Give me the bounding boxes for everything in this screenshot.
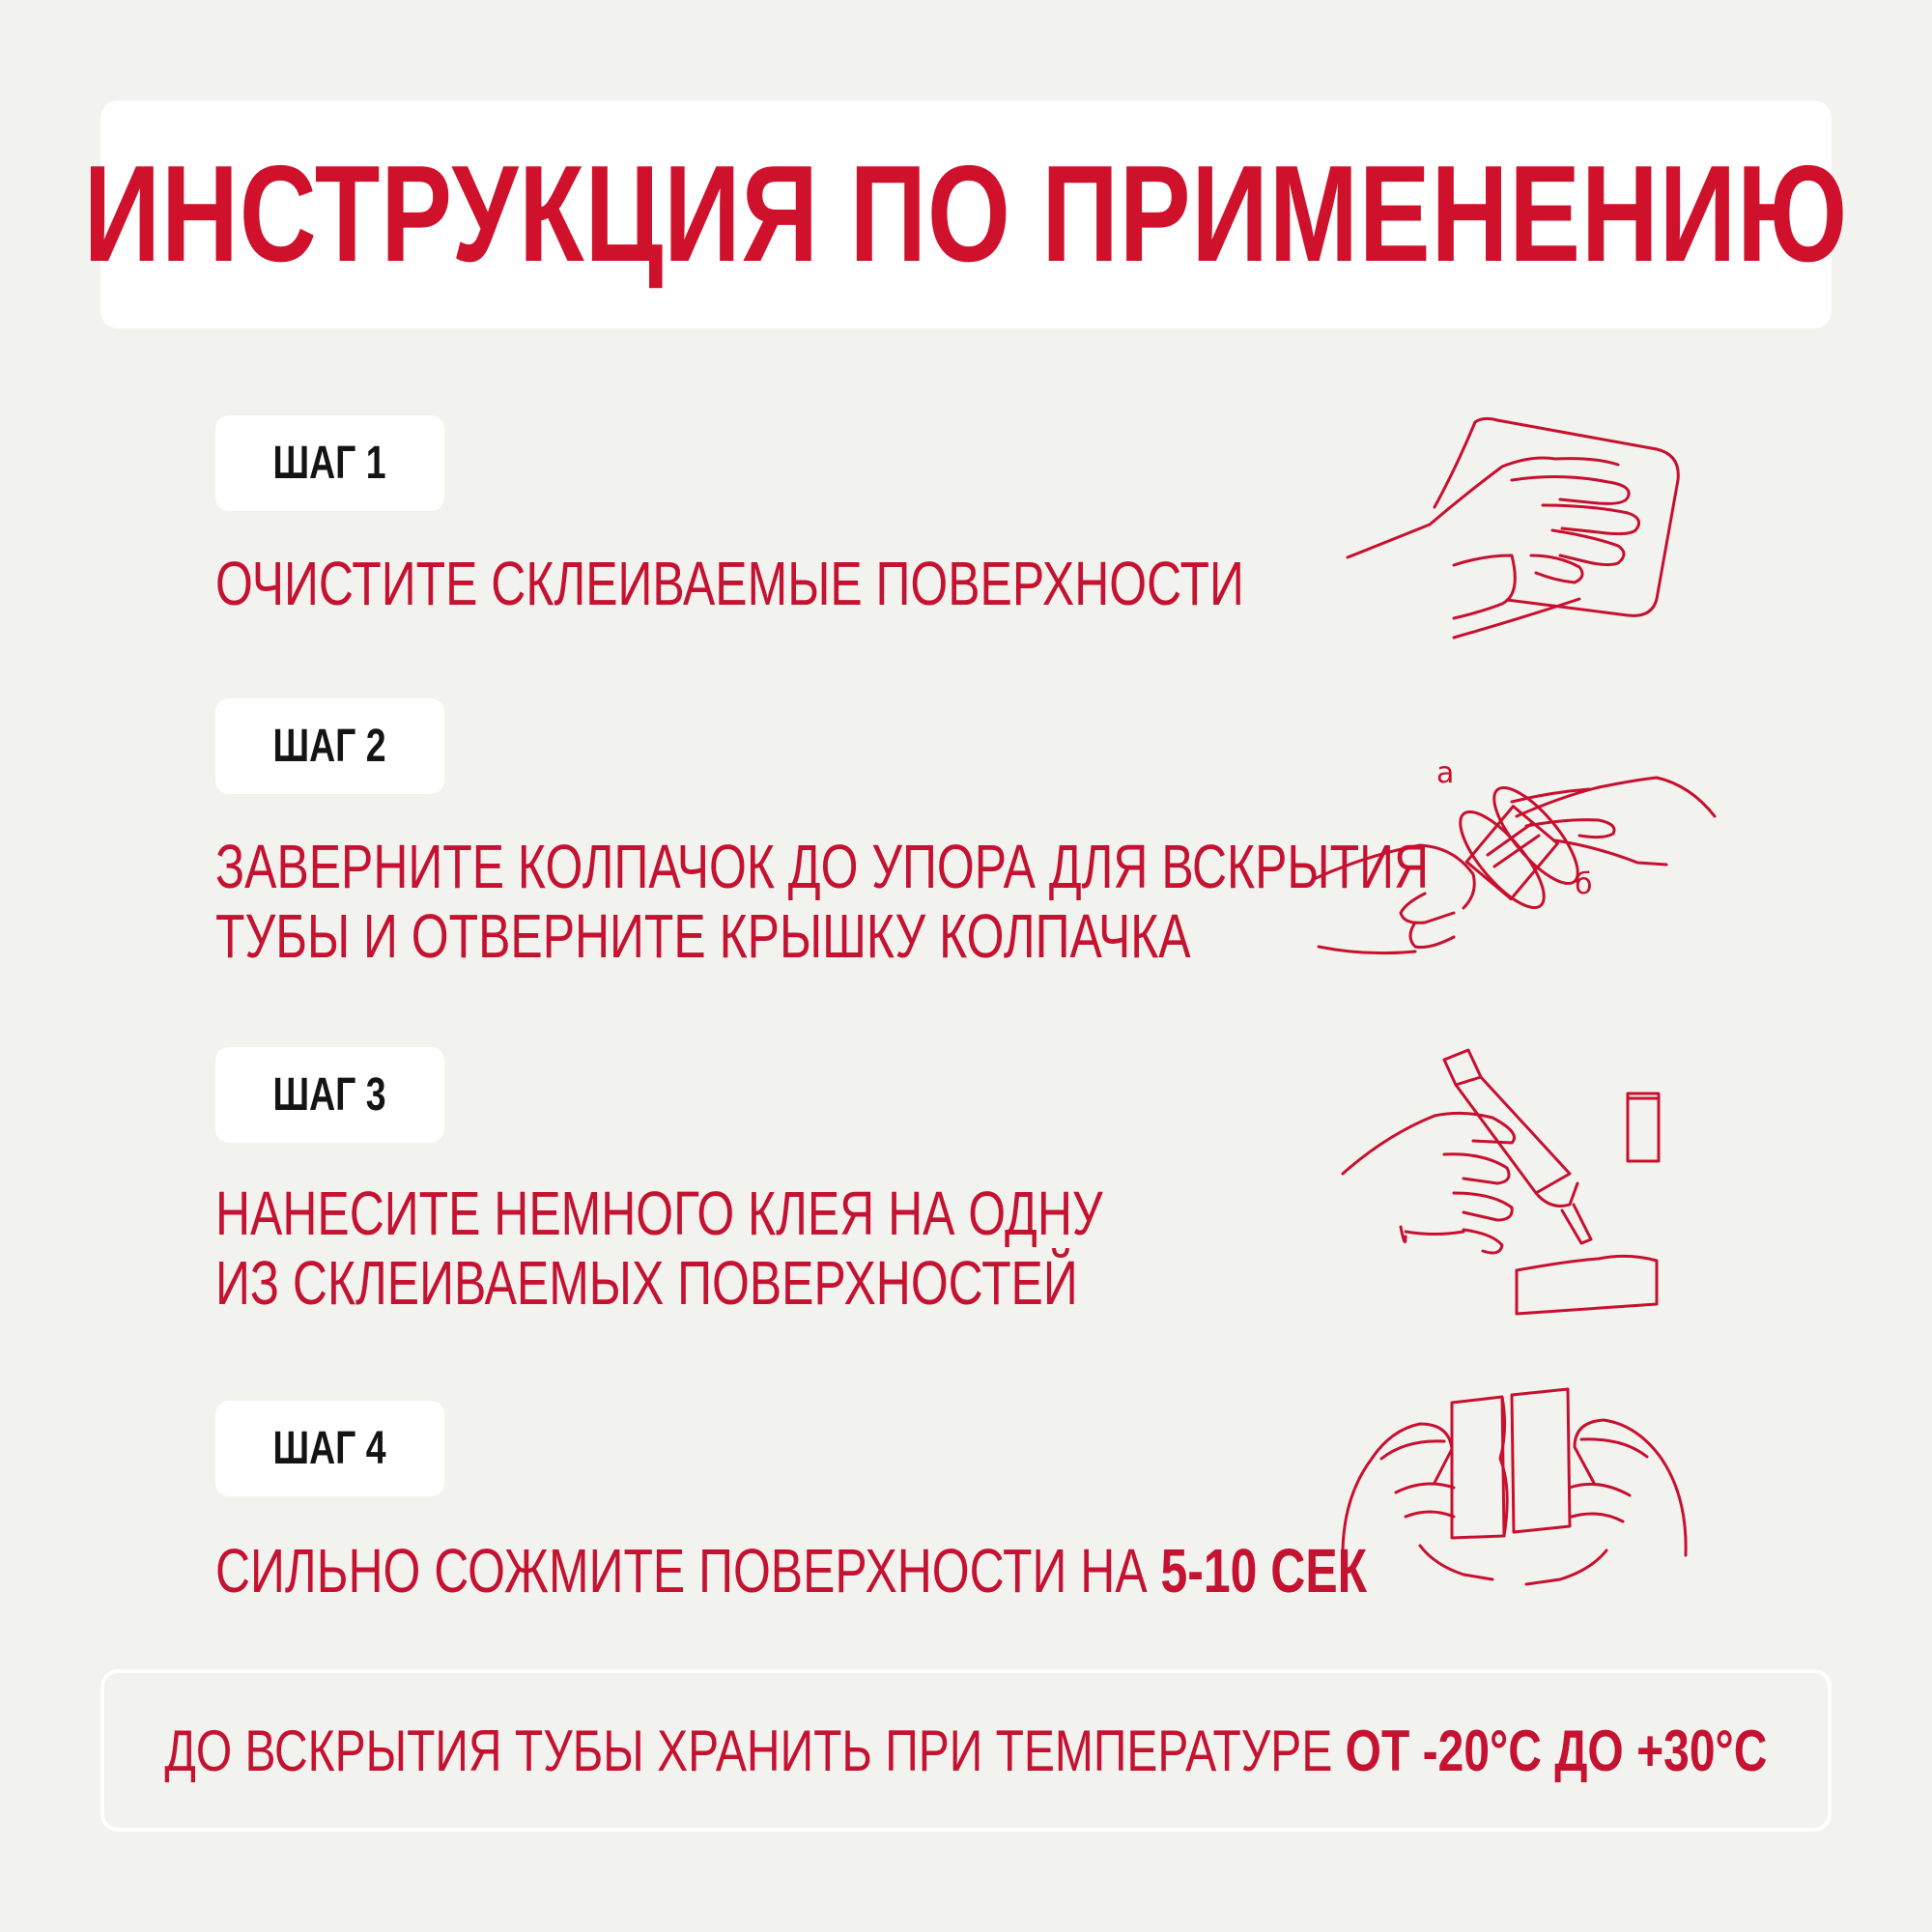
page-title: ИНСТРУКЦИЯ ПО ПРИМЕНЕНИЮ xyxy=(83,137,1849,291)
step-2-line-1: ЗАВЕРНИТЕ КОЛПАЧОК ДО УПОРА ДЛЯ ВСКРЫТИЯ xyxy=(215,832,1430,901)
step-2-label: ШАГ 2 xyxy=(272,721,387,772)
hands-pressing-pieces-icon xyxy=(1328,1381,1700,1604)
step-1-line-1: ОЧИСТИТЕ СКЛЕИВАЕМЫЕ ПОВЕРХНОСТИ xyxy=(215,549,1244,618)
step-2-line-2: ТУБЫ И ОТВЕРНИТЕ КРЫШКУ КОЛПАЧКА xyxy=(215,901,1191,971)
title-banner xyxy=(83,100,1849,328)
storage-note xyxy=(165,1718,1768,1784)
storage-temperature-range: ОТ -20°С ДО +30°С xyxy=(1345,1718,1768,1783)
marker-b: б xyxy=(1575,867,1593,901)
step-4-duration: 5-10 СЕК xyxy=(1160,1536,1368,1605)
step-1-text xyxy=(215,549,1244,618)
step-2-badge xyxy=(215,698,444,794)
step-3-badge xyxy=(215,1047,444,1143)
step-3-label: ШАГ 3 xyxy=(272,1069,387,1121)
step-1-badge xyxy=(215,415,444,511)
step-3-text xyxy=(215,1179,1103,1318)
step-3-line-1: НАНЕСИТЕ НЕМНОГО КЛЕЯ НА ОДНУ xyxy=(215,1179,1103,1248)
step-1-label: ШАГ 1 xyxy=(272,438,387,489)
step-3-line-2: ИЗ СКЛЕИВАЕМЫХ ПОВЕРХНОСТЕЙ xyxy=(215,1248,1078,1318)
step-2-text xyxy=(215,832,1429,971)
storage-note-prefix: ДО ВСКРЫТИЯ ТУБЫ ХРАНИТЬ ПРИ ТЕМПЕРАТУРЕ xyxy=(164,1718,1346,1783)
marker-a: а xyxy=(1436,756,1455,790)
hand-wiping-cloth-icon xyxy=(1338,411,1686,642)
step-4-line-1 xyxy=(215,1536,1367,1605)
step-4-text-prefix: СИЛЬНО СОЖМИТЕ ПОВЕРХНОСТИ НА xyxy=(215,1536,1161,1605)
step-4-text xyxy=(215,1536,1367,1605)
hand-applying-glue-icon xyxy=(1338,1038,1671,1328)
step-4-label: ШАГ 4 xyxy=(272,1423,387,1474)
storage-note-box xyxy=(100,1669,1832,1832)
hands-twisting-cap-icon xyxy=(1309,739,1724,971)
step-4-badge xyxy=(215,1401,444,1496)
